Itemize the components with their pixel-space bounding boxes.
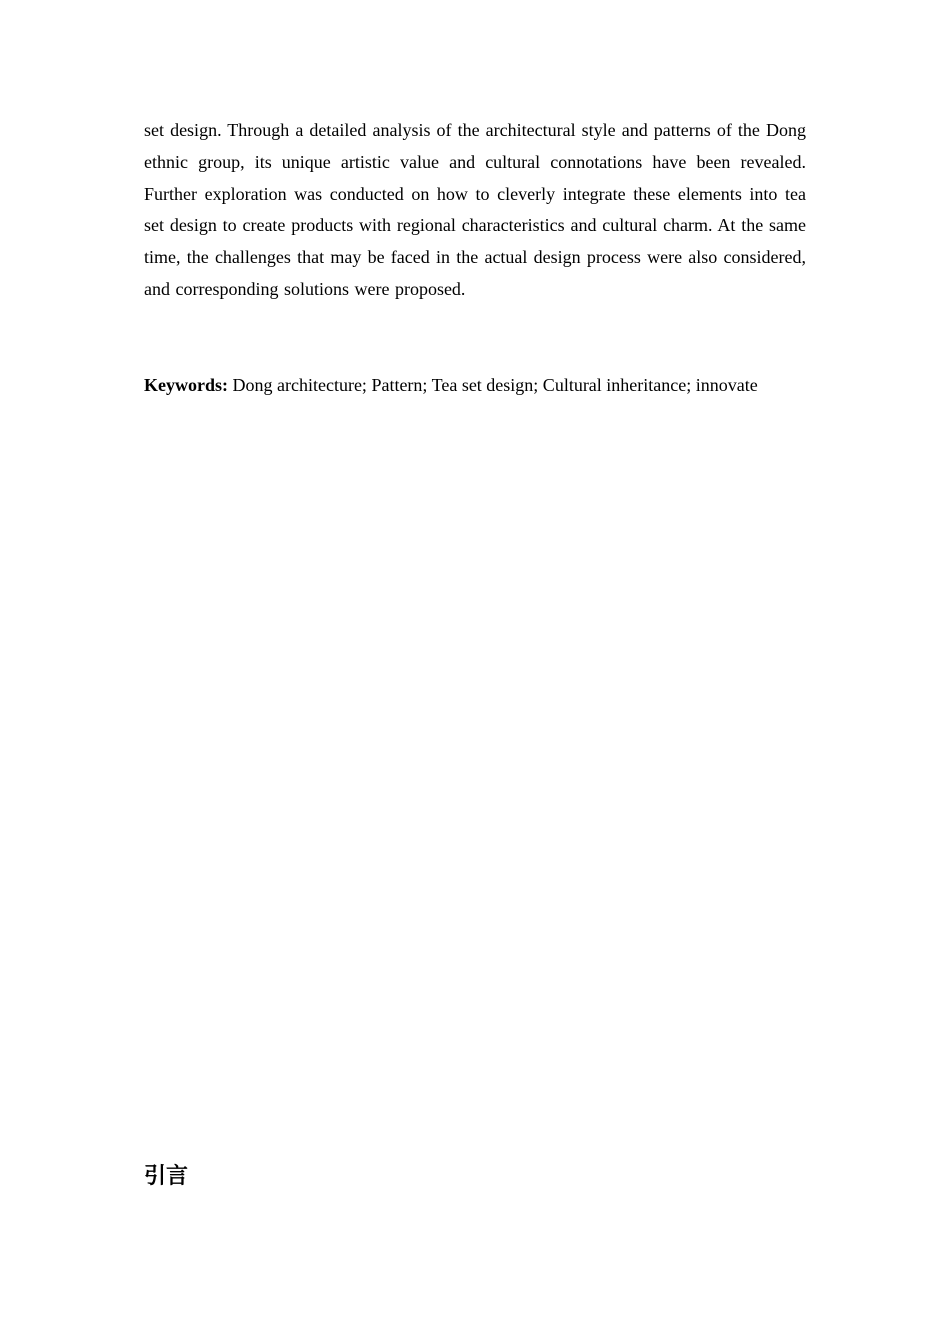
- introduction-heading: 引言: [144, 1164, 189, 1189]
- abstract-body-text: set design. Through a detailed analysis of the architectural style and patterns of the Dong ethnic group, its unique artistic value and cultural connotations have been revealed. Further exploration was conducted on how to cleverly integrate these elements into tea set design to create products with regional characteristics and cultural charm. At the same time, the challenges that may be faced in the actual design process were also considered, and corresponding solutions were proposed.: [144, 120, 806, 299]
- keywords-label: Keywords:: [144, 375, 228, 395]
- keywords-text: Dong architecture; Pattern; Tea set design; Cultural inheritance; innovate: [232, 375, 758, 395]
- keywords-paragraph: [144, 370, 806, 402]
